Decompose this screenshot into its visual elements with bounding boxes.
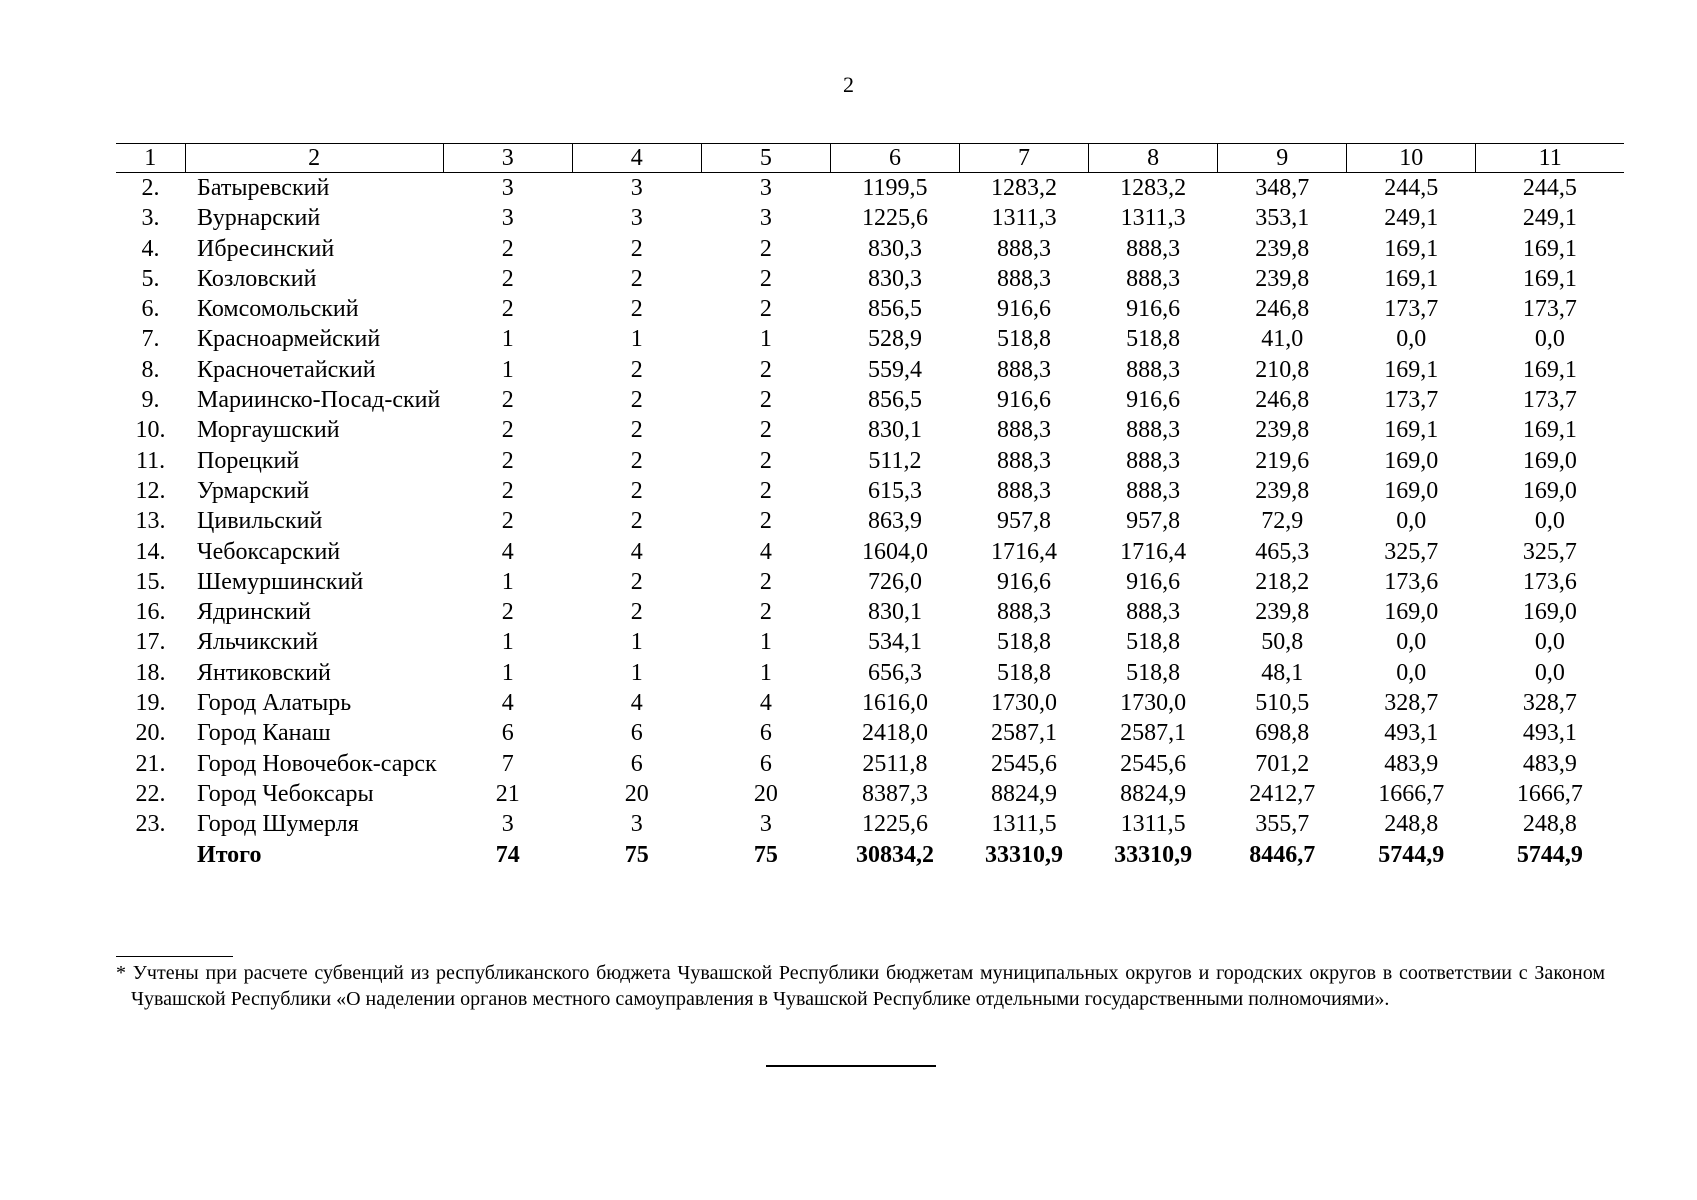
subvention-table xyxy=(116,143,1624,870)
value-col-7: 916,6 xyxy=(997,296,1052,323)
table-body xyxy=(116,173,1624,870)
value-col-7: 518,8 xyxy=(997,326,1052,353)
value-col-8: 888,3 xyxy=(1126,447,1181,474)
table-row xyxy=(116,355,1624,385)
value-col-11: 0,0 xyxy=(1534,508,1565,535)
value-col-8: 33310,9 xyxy=(1114,841,1193,868)
value-col-6: 830,3 xyxy=(867,235,922,262)
value-col-9: 239,8 xyxy=(1255,417,1310,444)
value-col-11: 173,7 xyxy=(1522,387,1577,414)
value-col-6: 1616,0 xyxy=(861,690,928,717)
value-col-11: 169,1 xyxy=(1522,417,1577,444)
value-col-11: 248,8 xyxy=(1522,811,1577,838)
value-col-7: 888,3 xyxy=(997,235,1052,262)
value-col-7: 1716,4 xyxy=(991,538,1058,565)
district-name: Город Канаш xyxy=(197,720,331,747)
value-col-5: 20 xyxy=(753,780,778,807)
value-col-4: 1 xyxy=(630,326,643,353)
value-col-3: 2 xyxy=(501,417,514,444)
value-col-4: 75 xyxy=(624,841,649,868)
value-col-4: 2 xyxy=(630,508,643,535)
value-col-3: 4 xyxy=(501,538,514,565)
value-col-5: 2 xyxy=(759,477,772,504)
value-col-10: 248,8 xyxy=(1384,811,1439,838)
value-col-4: 2 xyxy=(630,387,643,414)
value-col-5: 1 xyxy=(759,659,772,686)
value-col-9: 219,6 xyxy=(1255,447,1310,474)
value-col-4: 2 xyxy=(630,599,643,626)
value-col-3: 1 xyxy=(501,326,514,353)
district-name: Красночетайский xyxy=(197,356,376,383)
value-col-5: 6 xyxy=(759,720,772,747)
value-col-8: 2587,1 xyxy=(1120,720,1187,747)
table-row xyxy=(116,809,1624,839)
district-name: Цивильский xyxy=(197,508,323,535)
value-col-8: 888,3 xyxy=(1126,265,1181,292)
district-name: Красноармейский xyxy=(197,326,381,353)
row-number: 23. xyxy=(135,811,166,838)
value-col-8: 518,8 xyxy=(1126,326,1181,353)
value-col-10: 0,0 xyxy=(1396,508,1427,535)
value-col-10: 325,7 xyxy=(1384,538,1439,565)
value-col-5: 6 xyxy=(759,750,772,777)
value-col-3: 6 xyxy=(501,720,514,747)
district-name: Порецкий xyxy=(197,447,300,474)
value-col-8: 916,6 xyxy=(1126,296,1181,323)
value-col-11: 169,0 xyxy=(1522,447,1577,474)
value-col-10: 169,1 xyxy=(1384,265,1439,292)
value-col-8: 518,8 xyxy=(1126,659,1181,686)
value-col-8: 1730,0 xyxy=(1120,690,1187,717)
value-col-11: 249,1 xyxy=(1522,205,1577,232)
value-col-3: 21 xyxy=(495,780,520,807)
total-row xyxy=(116,840,1624,870)
value-col-4: 2 xyxy=(630,568,643,595)
row-number: 4. xyxy=(141,235,160,262)
value-col-9: 48,1 xyxy=(1261,659,1304,686)
value-col-3: 1 xyxy=(501,568,514,595)
value-col-10: 493,1 xyxy=(1384,720,1439,747)
footnote-separator xyxy=(116,956,233,957)
value-col-11: 169,1 xyxy=(1522,265,1577,292)
value-col-7: 957,8 xyxy=(997,508,1052,535)
page-number: 2 xyxy=(843,72,854,97)
row-number: 21. xyxy=(135,750,166,777)
table-row xyxy=(116,415,1624,445)
value-col-8: 888,3 xyxy=(1126,235,1181,262)
value-col-8: 1283,2 xyxy=(1120,175,1187,201)
table-row xyxy=(116,324,1624,354)
table-row xyxy=(116,597,1624,627)
value-col-4: 2 xyxy=(630,477,643,504)
row-number xyxy=(116,840,185,870)
value-col-10: 169,1 xyxy=(1384,235,1439,262)
value-col-10: 169,1 xyxy=(1384,356,1439,383)
value-col-3: 1 xyxy=(501,629,514,656)
value-col-4: 3 xyxy=(630,175,643,201)
district-name: Мариинско-Посад-ский xyxy=(197,387,441,414)
value-col-4: 1 xyxy=(630,659,643,686)
header-cell: 2 xyxy=(185,144,443,173)
value-col-6: 2511,8 xyxy=(862,750,928,777)
value-col-8: 888,3 xyxy=(1126,417,1181,444)
value-col-11: 244,5 xyxy=(1522,175,1577,201)
value-col-7: 518,8 xyxy=(997,629,1052,656)
header-cell: 5 xyxy=(701,144,830,173)
value-col-6: 559,4 xyxy=(867,356,922,383)
value-col-11: 169,0 xyxy=(1522,477,1577,504)
district-name: Город Чебоксары xyxy=(197,780,374,807)
row-number: 13. xyxy=(135,508,166,535)
value-col-5: 1 xyxy=(759,629,772,656)
value-col-4: 20 xyxy=(624,780,649,807)
table-row xyxy=(116,718,1624,748)
value-col-6: 528,9 xyxy=(867,326,922,353)
value-col-4: 6 xyxy=(630,720,643,747)
value-col-7: 33310,9 xyxy=(985,841,1064,868)
value-col-9: 246,8 xyxy=(1255,296,1310,323)
value-col-7: 888,3 xyxy=(997,417,1052,444)
value-col-9: 8446,7 xyxy=(1249,841,1316,868)
value-col-10: 328,7 xyxy=(1384,690,1439,717)
table-row xyxy=(116,537,1624,567)
value-col-10: 0,0 xyxy=(1396,326,1427,353)
value-col-11: 173,7 xyxy=(1522,296,1577,323)
header-row xyxy=(116,144,1624,173)
district-name: Ибресинский xyxy=(197,235,335,262)
value-col-5: 2 xyxy=(759,508,772,535)
table-row xyxy=(116,476,1624,506)
value-col-11: 173,6 xyxy=(1522,568,1577,595)
row-number: 2. xyxy=(141,175,160,201)
table-row xyxy=(116,234,1624,264)
district-name: Моргаушский xyxy=(197,417,340,444)
value-col-9: 2412,7 xyxy=(1249,780,1316,807)
value-col-9: 50,8 xyxy=(1261,629,1304,656)
value-col-10: 0,0 xyxy=(1396,629,1427,656)
value-col-5: 4 xyxy=(759,538,772,565)
value-col-6: 1604,0 xyxy=(861,538,928,565)
header-cell: 8 xyxy=(1089,144,1218,173)
value-col-10: 483,9 xyxy=(1384,750,1439,777)
value-col-9: 210,8 xyxy=(1255,356,1310,383)
row-number: 22. xyxy=(135,780,166,807)
value-col-3: 1 xyxy=(501,659,514,686)
value-col-10: 173,7 xyxy=(1384,387,1439,414)
value-col-7: 888,3 xyxy=(997,447,1052,474)
row-number: 15. xyxy=(135,568,166,595)
district-name: Город Новочебок-сарск xyxy=(197,750,437,777)
header-cell: 9 xyxy=(1218,144,1347,173)
value-col-4: 2 xyxy=(630,296,643,323)
table-row xyxy=(116,385,1624,415)
value-col-5: 3 xyxy=(759,205,772,232)
value-col-8: 2545,6 xyxy=(1120,750,1187,777)
value-col-4: 2 xyxy=(630,417,643,444)
district-name: Чебоксарский xyxy=(197,538,341,565)
value-col-3: 74 xyxy=(495,841,520,868)
header-cell: 11 xyxy=(1476,144,1624,173)
value-col-7: 888,3 xyxy=(997,599,1052,626)
value-col-3: 2 xyxy=(501,296,514,323)
value-col-11: 0,0 xyxy=(1534,659,1565,686)
value-col-5: 2 xyxy=(759,296,772,323)
table-row xyxy=(116,567,1624,597)
value-col-10: 173,7 xyxy=(1384,296,1439,323)
value-col-8: 1716,4 xyxy=(1120,538,1187,565)
row-number: 11. xyxy=(135,447,166,474)
value-col-6: 1199,5 xyxy=(862,175,928,201)
value-col-7: 1283,2 xyxy=(991,175,1058,201)
value-col-9: 239,8 xyxy=(1255,599,1310,626)
value-col-9: 41,0 xyxy=(1261,326,1304,353)
value-col-10: 1666,7 xyxy=(1378,780,1445,807)
district-name: Вурнарский xyxy=(197,205,321,232)
value-col-3: 2 xyxy=(501,508,514,535)
value-col-5: 2 xyxy=(759,417,772,444)
value-col-3: 3 xyxy=(501,811,514,838)
value-col-11: 325,7 xyxy=(1522,538,1577,565)
district-name: Ядринский xyxy=(197,599,311,626)
footnote: * Учтены при расчете субвенций из республиканского бюджета Чувашской Республики бюджетам муниципальных округов и городских округов в соответствии с Законом Чувашской Республики «О наделении органов местного самоуправления в Чувашской Республике отдельными государственными полномочиями». xyxy=(116,962,1605,1010)
district-name: Янтиковский xyxy=(197,659,331,686)
value-col-9: 72,9 xyxy=(1261,508,1304,535)
value-col-3: 7 xyxy=(501,750,514,777)
value-col-6: 1225,6 xyxy=(861,205,928,232)
value-col-5: 1 xyxy=(759,326,772,353)
row-number: 5. xyxy=(141,265,160,292)
table-row xyxy=(116,627,1624,657)
value-col-7: 2545,6 xyxy=(991,750,1058,777)
table-row xyxy=(116,658,1624,688)
value-col-6: 856,5 xyxy=(867,387,922,414)
district-name: Итого xyxy=(197,841,262,868)
row-number: 14. xyxy=(135,538,166,565)
value-col-4: 4 xyxy=(630,690,643,717)
table-header xyxy=(116,144,1624,173)
row-number: 16. xyxy=(135,599,166,626)
value-col-6: 511,2 xyxy=(868,447,922,474)
value-col-10: 169,0 xyxy=(1384,599,1439,626)
value-col-8: 888,3 xyxy=(1126,599,1181,626)
district-name: Город Шумерля xyxy=(197,811,359,838)
value-col-5: 2 xyxy=(759,356,772,383)
row-number: 17. xyxy=(135,629,166,656)
value-col-4: 2 xyxy=(630,356,643,383)
table-row xyxy=(116,688,1624,718)
table-row xyxy=(116,506,1624,536)
value-col-10: 5744,9 xyxy=(1378,841,1445,868)
value-col-9: 353,1 xyxy=(1255,205,1310,232)
value-col-6: 615,3 xyxy=(867,477,922,504)
value-col-3: 2 xyxy=(501,235,514,262)
value-col-4: 2 xyxy=(630,265,643,292)
value-col-7: 1311,5 xyxy=(991,811,1057,838)
value-col-10: 0,0 xyxy=(1396,659,1427,686)
value-col-5: 2 xyxy=(759,235,772,262)
value-col-11: 5744,9 xyxy=(1516,841,1583,868)
value-col-3: 2 xyxy=(501,265,514,292)
value-col-6: 8387,3 xyxy=(861,780,928,807)
value-col-5: 75 xyxy=(753,841,778,868)
value-col-6: 726,0 xyxy=(867,568,922,595)
district-name: Батыревский xyxy=(197,175,330,201)
value-col-9: 465,3 xyxy=(1255,538,1310,565)
value-col-3: 2 xyxy=(501,387,514,414)
value-col-9: 246,8 xyxy=(1255,387,1310,414)
value-col-9: 218,2 xyxy=(1255,568,1310,595)
value-col-6: 534,1 xyxy=(867,629,922,656)
row-number: 12. xyxy=(135,477,166,504)
value-col-4: 4 xyxy=(630,538,643,565)
value-col-3: 3 xyxy=(501,175,514,201)
table-row xyxy=(116,203,1624,233)
value-col-11: 1666,7 xyxy=(1516,780,1583,807)
value-col-5: 2 xyxy=(759,599,772,626)
value-col-5: 2 xyxy=(759,447,772,474)
district-name: Город Алатырь xyxy=(197,690,352,717)
table-row xyxy=(116,294,1624,324)
row-number: 6. xyxy=(141,296,160,323)
value-col-10: 173,6 xyxy=(1384,568,1439,595)
value-col-8: 916,6 xyxy=(1126,568,1181,595)
value-col-4: 2 xyxy=(630,447,643,474)
value-col-11: 169,0 xyxy=(1522,599,1577,626)
value-col-9: 348,7 xyxy=(1255,175,1310,201)
value-col-7: 518,8 xyxy=(997,659,1052,686)
table-row xyxy=(116,264,1624,294)
value-col-11: 0,0 xyxy=(1534,326,1565,353)
value-col-8: 888,3 xyxy=(1126,477,1181,504)
value-col-4: 6 xyxy=(630,750,643,777)
district-name: Козловский xyxy=(197,265,317,292)
value-col-9: 355,7 xyxy=(1255,811,1310,838)
value-col-7: 1311,3 xyxy=(991,205,1057,232)
table-row xyxy=(116,749,1624,779)
value-col-9: 239,8 xyxy=(1255,235,1310,262)
value-col-10: 169,0 xyxy=(1384,477,1439,504)
value-col-6: 30834,2 xyxy=(855,841,934,868)
value-col-6: 656,3 xyxy=(867,659,922,686)
header-cell: 10 xyxy=(1347,144,1476,173)
value-col-8: 888,3 xyxy=(1126,356,1181,383)
row-number: 18. xyxy=(135,659,166,686)
value-col-3: 2 xyxy=(501,599,514,626)
value-col-3: 3 xyxy=(501,205,514,232)
value-col-5: 4 xyxy=(759,690,772,717)
value-col-9: 701,2 xyxy=(1255,750,1310,777)
value-col-7: 916,6 xyxy=(997,387,1052,414)
value-col-7: 916,6 xyxy=(997,568,1052,595)
value-col-5: 2 xyxy=(759,387,772,414)
value-col-3: 2 xyxy=(501,477,514,504)
row-number: 8. xyxy=(141,356,160,383)
value-col-11: 483,9 xyxy=(1522,750,1577,777)
value-col-11: 169,1 xyxy=(1522,235,1577,262)
value-col-4: 2 xyxy=(630,235,643,262)
value-col-7: 888,3 xyxy=(997,265,1052,292)
value-col-4: 3 xyxy=(630,811,643,838)
value-col-4: 1 xyxy=(630,629,643,656)
row-number: 19. xyxy=(135,690,166,717)
value-col-5: 3 xyxy=(759,811,772,838)
header-cell: 7 xyxy=(960,144,1089,173)
value-col-6: 830,1 xyxy=(867,417,922,444)
row-number: 7. xyxy=(141,326,160,353)
header-cell: 6 xyxy=(830,144,959,173)
value-col-4: 3 xyxy=(630,205,643,232)
value-col-11: 493,1 xyxy=(1522,720,1577,747)
row-number: 20. xyxy=(135,720,166,747)
value-col-7: 1730,0 xyxy=(991,690,1058,717)
value-col-9: 698,8 xyxy=(1255,720,1310,747)
value-col-8: 1311,5 xyxy=(1120,811,1186,838)
row-number: 3. xyxy=(141,205,160,232)
value-col-9: 239,8 xyxy=(1255,477,1310,504)
value-col-7: 2587,1 xyxy=(991,720,1058,747)
value-col-10: 169,1 xyxy=(1384,417,1439,444)
value-col-11: 169,1 xyxy=(1522,356,1577,383)
district-name: Шемуршинский xyxy=(197,568,364,595)
value-col-3: 2 xyxy=(501,447,514,474)
value-col-6: 1225,6 xyxy=(861,811,928,838)
value-col-6: 830,3 xyxy=(867,265,922,292)
header-cell: 1 xyxy=(116,144,185,173)
header-cell: 4 xyxy=(572,144,701,173)
value-col-6: 2418,0 xyxy=(861,720,928,747)
district-name: Комсомольский xyxy=(197,296,359,323)
district-name: Яльчикский xyxy=(197,629,319,656)
value-col-8: 518,8 xyxy=(1126,629,1181,656)
value-col-6: 856,5 xyxy=(867,296,922,323)
value-col-8: 916,6 xyxy=(1126,387,1181,414)
value-col-7: 888,3 xyxy=(997,477,1052,504)
value-col-10: 244,5 xyxy=(1384,175,1439,201)
district-name: Урмарский xyxy=(197,477,310,504)
value-col-8: 8824,9 xyxy=(1120,780,1187,807)
value-col-7: 888,3 xyxy=(997,356,1052,383)
value-col-5: 2 xyxy=(759,568,772,595)
value-col-9: 239,8 xyxy=(1255,265,1310,292)
value-col-11: 328,7 xyxy=(1522,690,1577,717)
value-col-5: 3 xyxy=(759,175,772,201)
value-col-8: 1311,3 xyxy=(1120,205,1186,232)
value-col-11: 0,0 xyxy=(1534,629,1565,656)
table-row xyxy=(116,446,1624,476)
table-row xyxy=(116,779,1624,809)
value-col-5: 2 xyxy=(759,265,772,292)
table-row xyxy=(116,173,1624,204)
value-col-3: 4 xyxy=(501,690,514,717)
row-number: 10. xyxy=(135,417,166,444)
value-col-7: 8824,9 xyxy=(991,780,1058,807)
value-col-6: 830,1 xyxy=(867,599,922,626)
value-col-8: 957,8 xyxy=(1126,508,1181,535)
end-rule xyxy=(766,1065,936,1067)
value-col-10: 249,1 xyxy=(1384,205,1439,232)
value-col-6: 863,9 xyxy=(867,508,922,535)
value-col-3: 1 xyxy=(501,356,514,383)
row-number: 9. xyxy=(141,387,160,414)
value-col-10: 169,0 xyxy=(1384,447,1439,474)
header-cell: 3 xyxy=(443,144,572,173)
value-col-9: 510,5 xyxy=(1255,690,1310,717)
